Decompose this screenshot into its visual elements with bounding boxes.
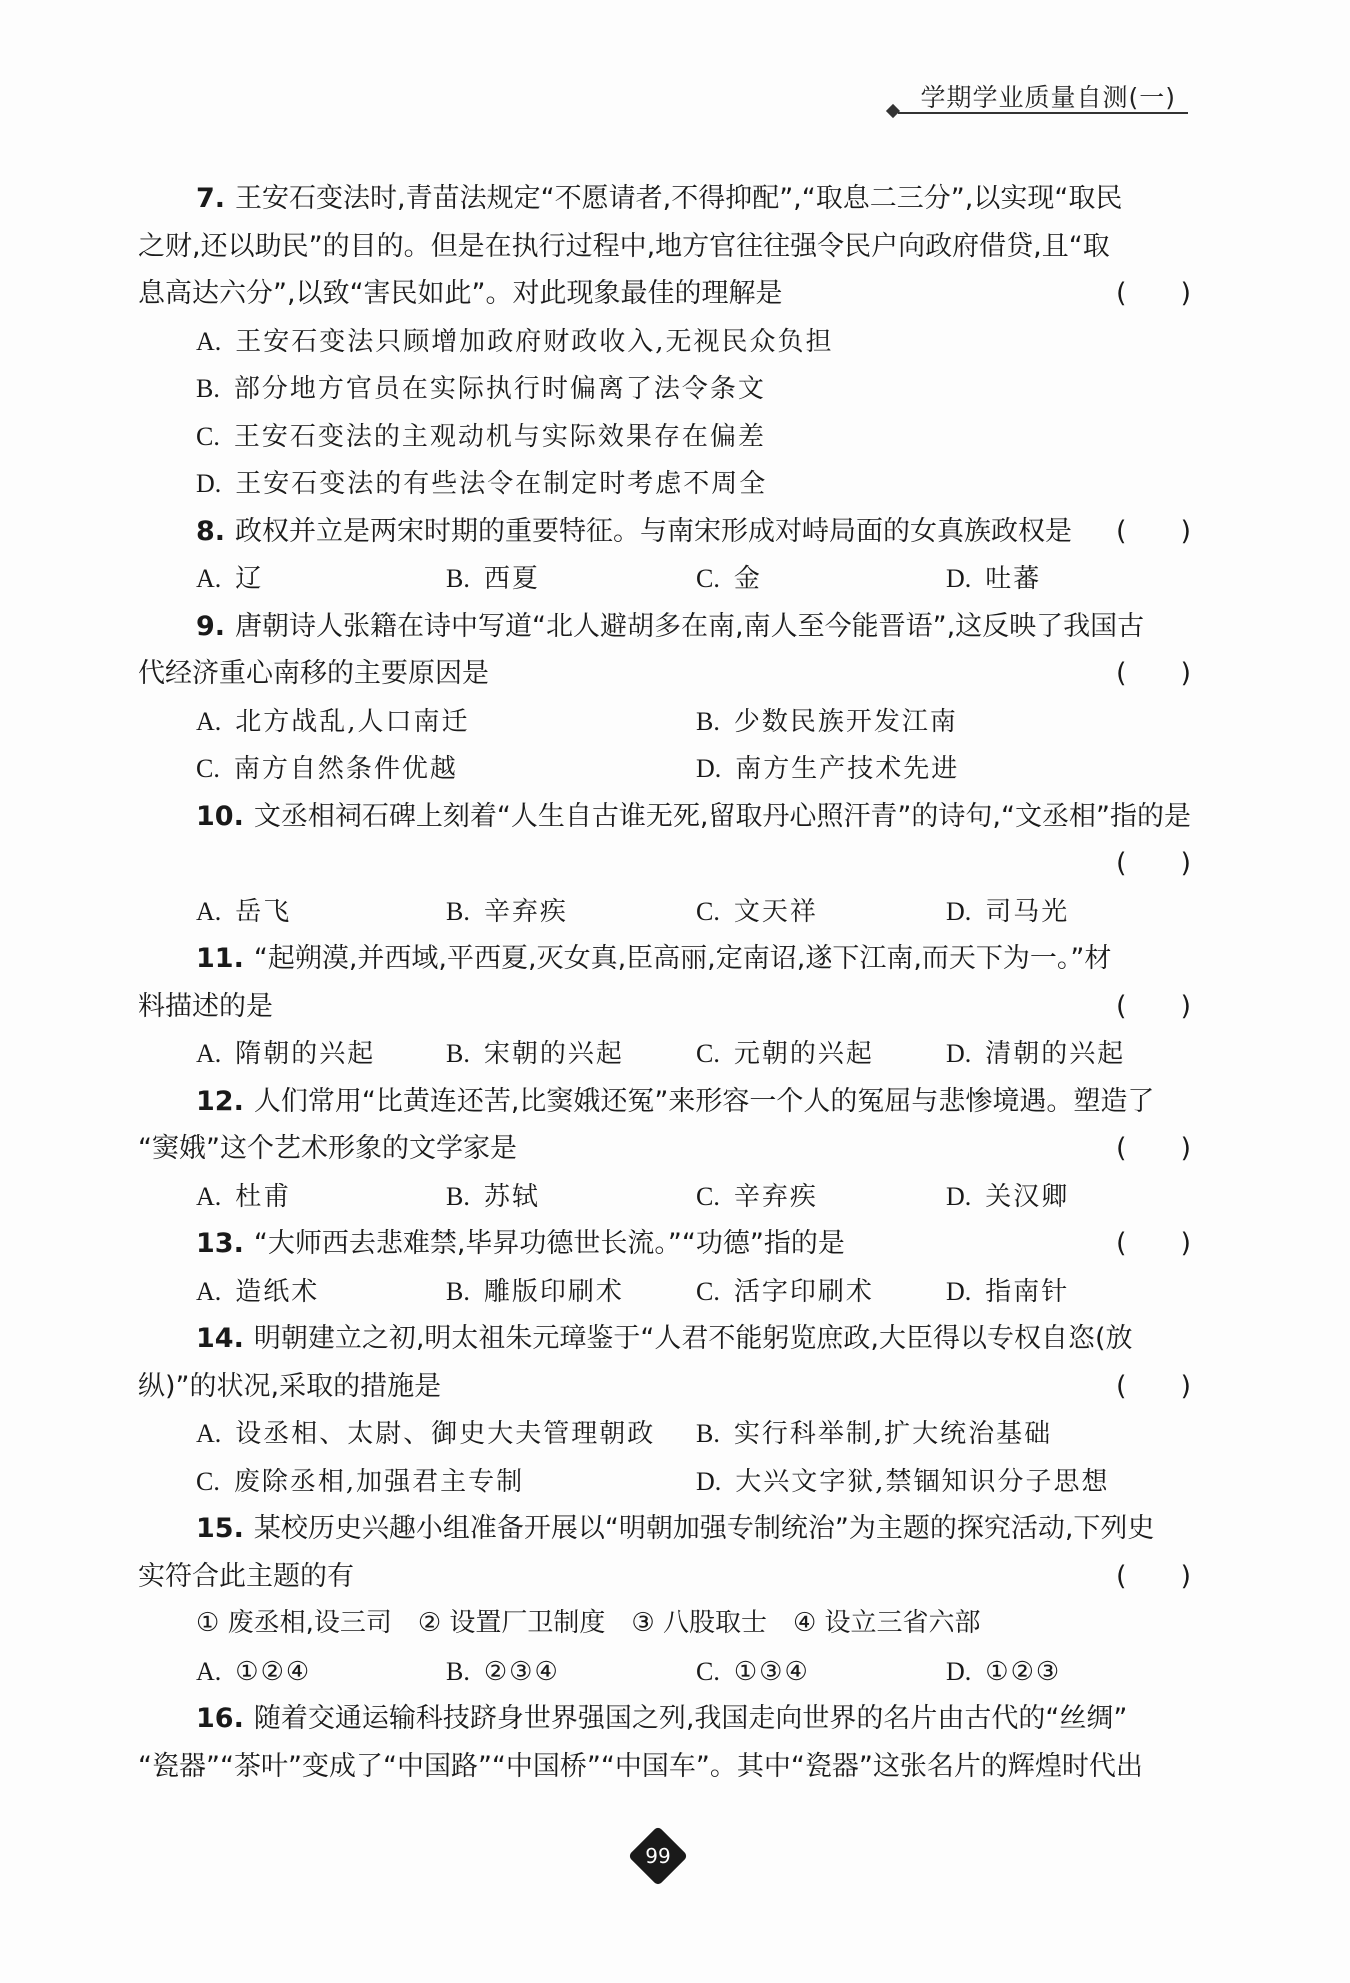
question-number: 11. [196,943,244,974]
question-number: 7. [196,183,226,214]
question-10-line-1: 10. 文丞相祠石碑上刻着“人生自古谁无死,留取丹心照汗青”的诗句,“文丞相”指的是 [196,800,1191,832]
option-d: D. 关汉卿 [946,1181,1070,1212]
option-c: C. 活字印刷术 [696,1276,874,1307]
question-number: 8. [196,515,226,547]
option-b: B. 西夏 [446,564,540,594]
option-b: B. ②③④ [446,1656,560,1687]
question-number: 14. [196,1323,244,1354]
option-b: B. 实行科举制,扩大统治基础 [696,1419,1053,1449]
option-a: A. 王安石变法只顾增加政府财政收入,无视民众负担 [196,326,834,357]
option-b: B. 部分地方官员在实际执行时偏离了法令条文 [196,374,766,404]
option-a: A. 杜甫 [196,1181,292,1212]
answer-parentheses: ( ) [1116,1228,1192,1259]
option-a: A. 北方战乱,人口南迁 [196,706,470,737]
option-d: D. 南方生产技术先进 [696,754,960,784]
option-b: B. 辛弃疾 [446,896,568,927]
answer-parentheses: ( ) [1116,1370,1192,1402]
question-8-line-1: 8. 政权并立是两宋时期的重要特征。与南宋形成对峙局面的女真族政权是 ( ) [138,508,1190,556]
question-7-line-2: 之财,还以助民”的目的。但是在执行过程中,地方官往往强令民户向政府借贷,且“取 [138,230,1110,262]
question-9-line-1: 9. 唐朝诗人张籍在诗中写道“北人避胡多在南,南人至今能晋语”,这反映了我国古 [196,610,1145,642]
option-row [138,1648,1190,1696]
option-b: B. 宋朝的兴起 [446,1039,624,1069]
option-d: D. ①②③ [946,1656,1062,1687]
answer-parentheses: ( ) [1116,1560,1192,1592]
option-a: A. 隋朝的兴起 [196,1039,376,1069]
question-12-line-2: “窦娥”这个艺术形象的文学家是 ( ) [138,1125,1190,1173]
header-title: 学期学业质量自测(一) [920,83,1176,112]
question-16-line-2: “瓷器”“茶叶”变成了“中国路”“中国桥”“中国车”。其中“瓷器”这张名片的辉煌时代出 [138,1750,1143,1782]
answer-parentheses: ( ) [1116,1133,1192,1164]
option-row [138,555,1190,603]
page-number-badge [632,1830,684,1882]
question-number: 9. [196,610,226,642]
option-c: C. 元朝的兴起 [696,1039,874,1069]
option-row [138,318,1190,366]
option-row [138,413,1190,461]
answer-parentheses: ( ) [1116,278,1192,309]
question-11-line-2: 料描述的是 ( ) [138,983,1190,1031]
questions [138,175,1190,1790]
option-row [138,460,1190,508]
option-c: C. 金 [696,564,762,594]
question-number: 15. [196,1513,244,1544]
option-row [138,745,1190,793]
option-row [138,1030,1190,1078]
option-row [138,1268,1190,1316]
option-d: D. 大兴文字狱,禁锢知识分子思想 [696,1466,1110,1497]
page-number: 99 [645,1844,671,1868]
question-7-line-3: 息高达六分”,以致“害民如此”。对此现象最佳的理解是 ( ) [138,270,1190,318]
question-16-line-1: 16. 随着交通运输科技跻身世界强国之列,我国走向世界的名片由古代的“丝绸” [196,1703,1128,1734]
page-header [888,78,1188,118]
option-a: A. 设丞相、太尉、御史大夫管理朝政 [196,1419,656,1449]
option-row [138,1410,1190,1458]
answer-parentheses: ( ) [1116,658,1192,689]
question-number: 13. [196,1228,244,1259]
question-15-items: ① 废丞相,设三司 ② 设置厂卫制度 ③ 八股取士 ④ 设立三省六部 [196,1608,981,1638]
option-a: A. 造纸术 [196,1276,320,1307]
question-number: 12. [196,1085,244,1117]
option-row [138,888,1190,936]
answer-parentheses: ( ) [1116,848,1192,879]
question-15-line-2: 实符合此主题的有 ( ) [138,1553,1190,1601]
option-a: A. ①②④ [196,1656,312,1687]
question-14-line-2: 纵)”的状况,采取的措施是 ( ) [138,1363,1190,1411]
option-c: C. ①③④ [696,1656,810,1687]
option-c: C. 王安石变法的主观动机与实际效果存在偏差 [196,421,766,452]
question-12-line-1: 12. 人们常用“比黄连还苦,比窦娥还冤”来形容一个人的冤屈与悲惨境遇。塑造了 [196,1085,1155,1117]
option-d: D. 吐蕃 [946,564,1042,594]
diamond-bullet-icon [886,104,900,118]
option-row [138,365,1190,413]
option-c: C. 废除丞相,加强君主专制 [196,1466,525,1497]
question-7-line-1: 7. 王安石变法时,青苗法规定“不愿请者,不得抑配”,“取息二三分”,以实现“取民 [196,183,1123,214]
option-b: B. 苏轼 [446,1181,540,1212]
question-number: 16. [196,1703,244,1734]
option-b: B. 雕版印刷术 [446,1276,624,1307]
option-d: D. 王安石变法的有些法令在制定时考虑不周全 [196,469,768,499]
option-row [138,1458,1190,1506]
option-row [138,1173,1190,1221]
question-11-line-1: 11. “起朔漠,并西域,平西夏,灭女真,臣高丽,定南诏,遂下江南,而天下为一。”材 [196,943,1112,974]
option-row [138,698,1190,746]
option-b: B. 少数民族开发江南 [696,706,958,737]
question-number: 10. [196,800,244,832]
header-rule [898,112,1188,114]
option-c: C. 辛弃疾 [696,1181,818,1212]
question-14-line-1: 14. 明朝建立之初,明太祖朱元璋鉴于“人君不能躬览庶政,大臣得以专权自恣(放 [196,1323,1133,1354]
answer-parentheses: ( ) [1116,990,1192,1022]
option-a: A. 岳飞 [196,896,292,927]
question-9-line-2: 代经济重心南移的主要原因是 ( ) [138,650,1190,698]
option-d: D. 清朝的兴起 [946,1039,1126,1069]
option-a: A. 辽 [196,564,264,594]
answer-parentheses: ( ) [1116,515,1192,547]
option-d: D. 司马光 [946,896,1070,927]
question-13-line-1: 13. “大师西去悲难禁,毕昇功德世长流。”“功德”指的是 ( ) [138,1220,1190,1268]
question-15-line-1: 15. 某校历史兴趣小组准备开展以“明朝加强专制统治”为主题的探究活动,下列史 [196,1513,1155,1544]
question-10-line-2 [138,840,1190,888]
option-c: C. 南方自然条件优越 [196,754,458,784]
option-c: C. 文天祥 [696,896,818,927]
option-d: D. 指南针 [946,1276,1070,1307]
